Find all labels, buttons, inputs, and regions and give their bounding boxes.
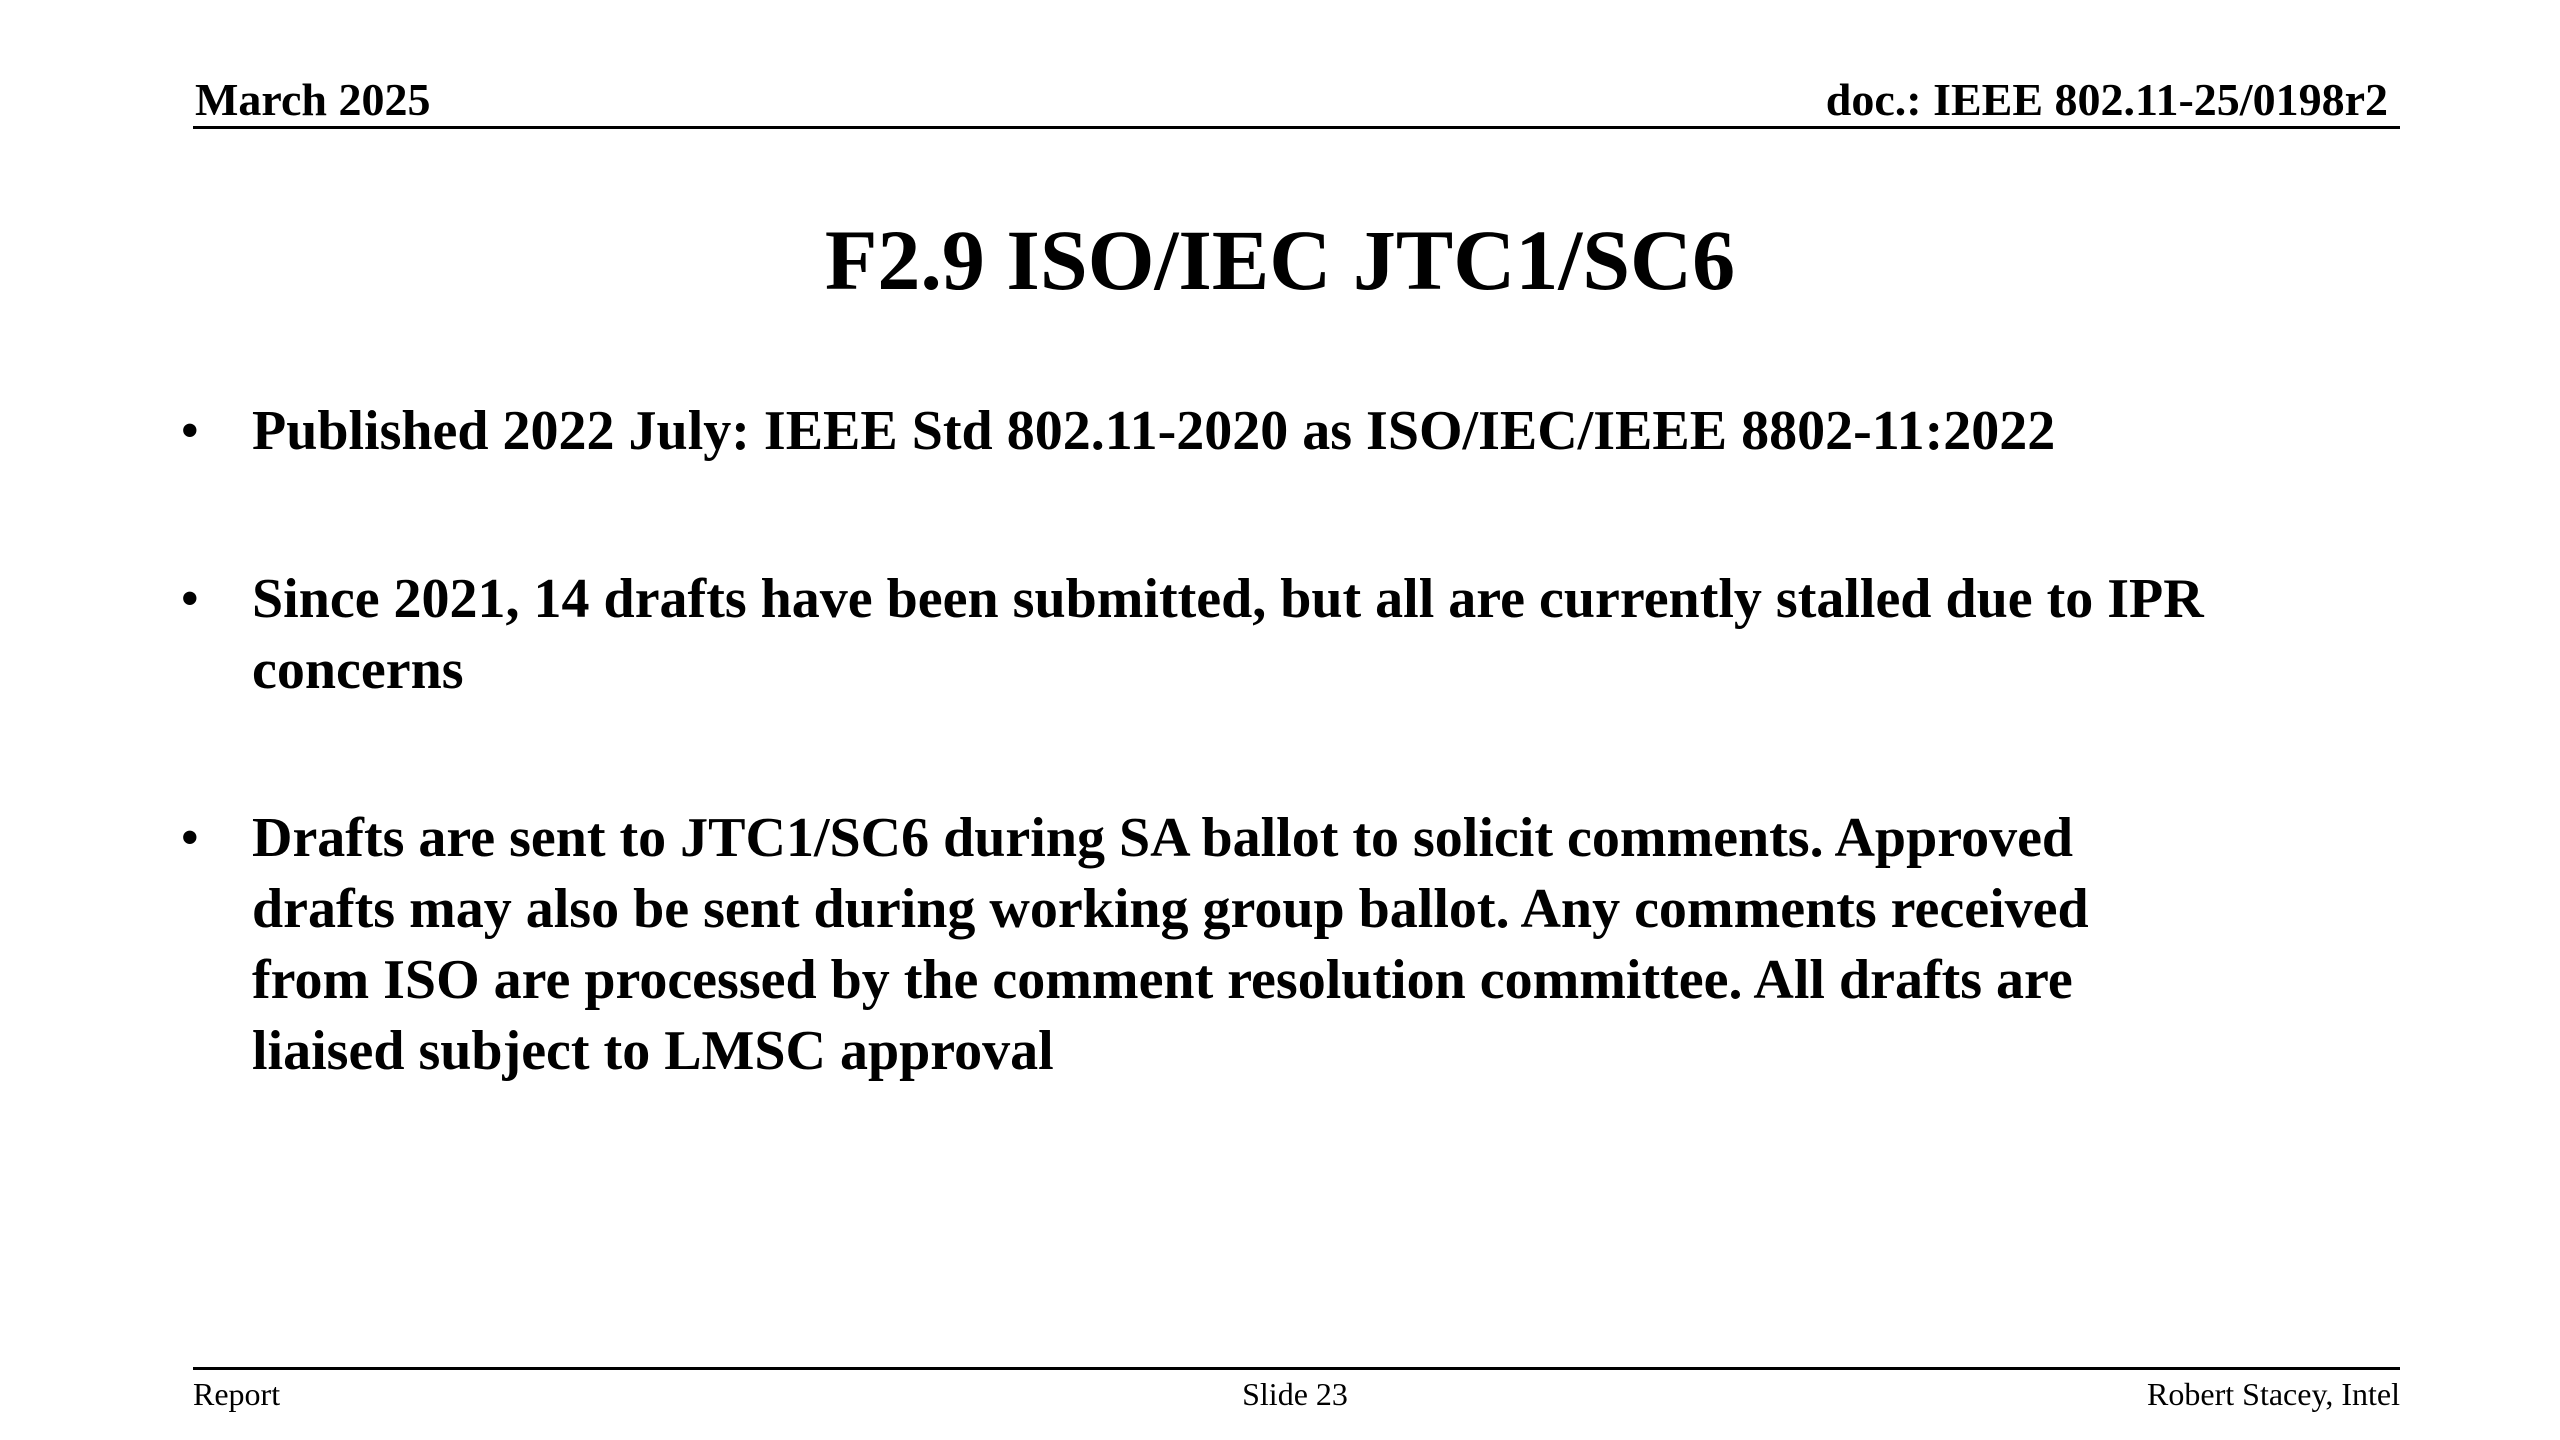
footer-report-label: Report xyxy=(193,1376,281,1412)
bullet-text: Published 2022 July: IEEE Std 802.11-2020 as ISO/IEC/IEEE 8802-11:2022 xyxy=(252,400,2056,462)
bullet-marker: • xyxy=(180,807,200,869)
bullet-text-line: Drafts are sent to JTC1/SC6 during SA ballot to solicit comments. Approved xyxy=(252,807,2074,869)
header-date: March 2025 xyxy=(195,74,431,125)
bullet-text-line: liaised subject to LMSC approval xyxy=(252,1020,1054,1082)
bullet-marker: • xyxy=(180,568,200,630)
footer-author: Robert Stacey, Intel xyxy=(2147,1376,2400,1412)
bullet-item xyxy=(180,803,2352,1087)
footer-slide-number: Slide 23 xyxy=(1242,1376,1348,1412)
bullet-text-line: drafts may also be sent during working group ballot. Any comments received xyxy=(252,878,2089,940)
footer-divider xyxy=(193,1367,2400,1370)
bullet-list xyxy=(180,396,2360,1087)
bullet-item xyxy=(180,396,2360,467)
bullet-text-line: from ISO are processed by the comment resolution committee. All drafts are xyxy=(252,949,2073,1011)
header-divider xyxy=(193,126,2400,129)
header-doc-id: doc.: IEEE 802.11-25/0198r2 xyxy=(1825,74,2388,125)
bullet-marker: • xyxy=(180,400,200,462)
bullet-item xyxy=(180,564,2360,706)
slide-title: F2.9 ISO/IEC JTC1/SC6 xyxy=(824,212,1736,308)
bullet-text: Since 2021, 14 drafts have been submitted, but all are currently stalled due to IPR concerns xyxy=(252,568,2204,701)
